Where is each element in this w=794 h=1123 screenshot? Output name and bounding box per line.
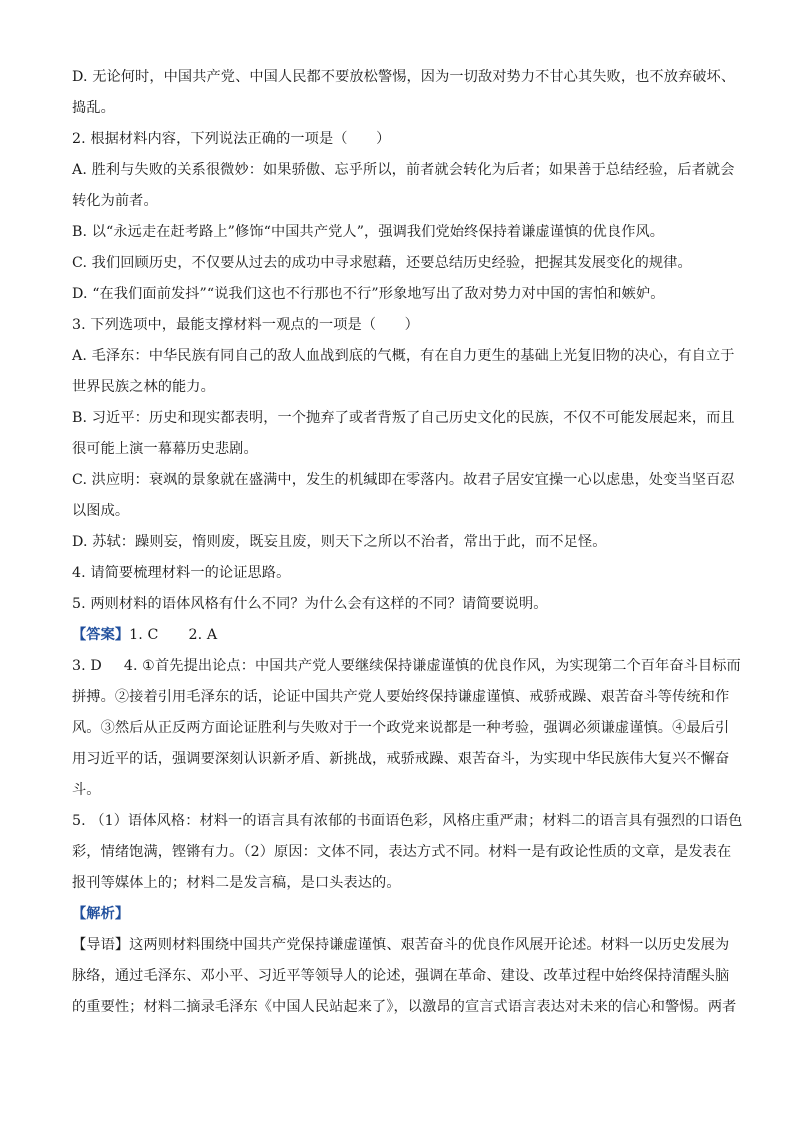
answer-4-line4: 用习近平的话，强调要深刻认识新矛盾、新挑战，戒骄戒躁、艰苦奋斗，为实现中华民族伟大复兴不懈奋 <box>72 751 730 767</box>
q1-option-d-line2: 捣乱。 <box>72 100 115 116</box>
q2-option-c: C. 我们回顾历史，不仅要从过去的成功中寻求慰藉，还要总结历史经验，把握其发展变化的规律。 <box>72 255 692 271</box>
answer-5-line1: 5. （1）语体风格：材料一的语言具有浓郁的书面语色彩，风格庄重严肃；材料二的语言具有强烈的口语色 <box>72 813 743 829</box>
q3-option-c-line2: 以图成。 <box>72 503 130 519</box>
answer-4-line5: 斗。 <box>72 782 101 798</box>
answer-1: 1. C <box>129 627 159 643</box>
q3-option-a-line1: A. 毛泽东：中华民族有同自己的敌人血战到底的气概，有在自力更生的基础上光复旧物的决心，有自立于 <box>72 348 735 364</box>
intro-label: 【导语】 <box>72 937 130 953</box>
q4-stem: 4. 请简要梳理材料一的论证思路。 <box>72 565 291 581</box>
q3-option-b-line2: 很可能上演一幕幕历史悲剧。 <box>72 441 258 457</box>
analysis-intro-line2: 脉络，通过毛泽东、邓小平、习近平等领导人的论述，强调在革命、建设、改革过程中始终保持清醒头脑 <box>72 968 730 984</box>
q2-option-d: D. “在我们面前发抖”“说我们这也不行那也不行”形象地写出了敌对势力对中国的害怕和嫉妒。 <box>72 286 665 302</box>
intro-line1-text: 这两则材料围绕中国共产党保持谦虚谨慎、艰苦奋斗的优良作风展开论述。材料一以历史发展为 <box>129 937 730 953</box>
analysis-intro-line1 <box>72 930 730 961</box>
analysis-header-line <box>72 899 724 930</box>
answer-label: 【答案】 <box>72 627 130 643</box>
q2-option-a-line2: 转化为前者。 <box>72 193 158 209</box>
q2-option-a-line1: A. 胜利与失败的关系很微妙：如果骄傲、忘乎所以，前者就会转化为后者；如果善于总结经验，后者就会 <box>72 162 735 178</box>
answer-5-line2: 彩，情绪饱满，铿锵有力。（2）原因：文体不同，表达方式不同。材料一是有政论性质的文章，是发表在 <box>72 844 732 860</box>
q3-option-d: D. 苏轼：躁则妄，惰则废，既妄且废，则天下之所以不治者，常出于此，而不足怪。 <box>72 534 607 550</box>
q1-option-d-line1: D. 无论何时，中国共产党、中国人民都不要放松警惕，因为一切敌对势力不甘心其失败，也不放弃破坏、 <box>72 69 736 85</box>
answer-3-4-line1 <box>72 651 741 682</box>
answer-5-line3: 报刊等媒体上的；材料二是发言稿，是口头表达的。 <box>72 875 401 891</box>
analysis-intro-line3: 的重要性；材料二摘录毛泽东《中国人民站起来了》，以激昂的宣言式语言表达对未来的信心和警惕。两者 <box>72 999 737 1015</box>
answer-4-line1: 4. ①首先提出论点：中国共产党人要继续保持谦虚谨慎的优良作风，为实现第二个百年奋斗目标而 <box>123 658 741 674</box>
answer-3: 3. D <box>72 658 102 674</box>
analysis-label: 【解析】 <box>72 906 130 922</box>
q2-option-b: B. 以“永远走在赶考路上”修饰“中国共产党人”，强调我们党始终保持着谦虚谨慎的优良作风。 <box>72 224 665 240</box>
answer-4-line2: 拼搏。②接着引用毛泽东的话，论证中国共产党人要始终保持谦虚谨慎、戒骄戒躁、艰苦奋斗等传统和作 <box>72 689 730 705</box>
q3-option-b-line1: B. 习近平：历史和现实都表明，一个抛弃了或者背叛了自己历史文化的民族，不仅不可能发展起来，而且 <box>72 410 735 426</box>
q3-option-a-line2: 世界民族之林的能力。 <box>72 379 215 395</box>
q2-stem: 2. 根据材料内容，下列说法正确的一项是（ ） <box>72 131 391 147</box>
document-page <box>72 62 743 1023</box>
q3-stem: 3. 下列选项中，最能支撑材料一观点的一项是（ ） <box>72 317 419 333</box>
q5-stem: 5. 两则材料的语体风格有什么不同？为什么会有这样的不同？请简要说明。 <box>72 596 548 612</box>
answer-header-line <box>72 620 724 651</box>
answer-4-line3: 风。③然后从正反两方面论证胜利与失败对于一个政党来说都是一种考验，强调必须谦虚谨慎。④最后引 <box>72 720 730 736</box>
answer-2: 2. A <box>188 627 218 643</box>
q3-option-c-line1: C. 洪应明：衰飒的景象就在盛满中，发生的机缄即在零落内。故君子居安宜操一心以虑患，处变当坚百忍 <box>72 472 735 488</box>
